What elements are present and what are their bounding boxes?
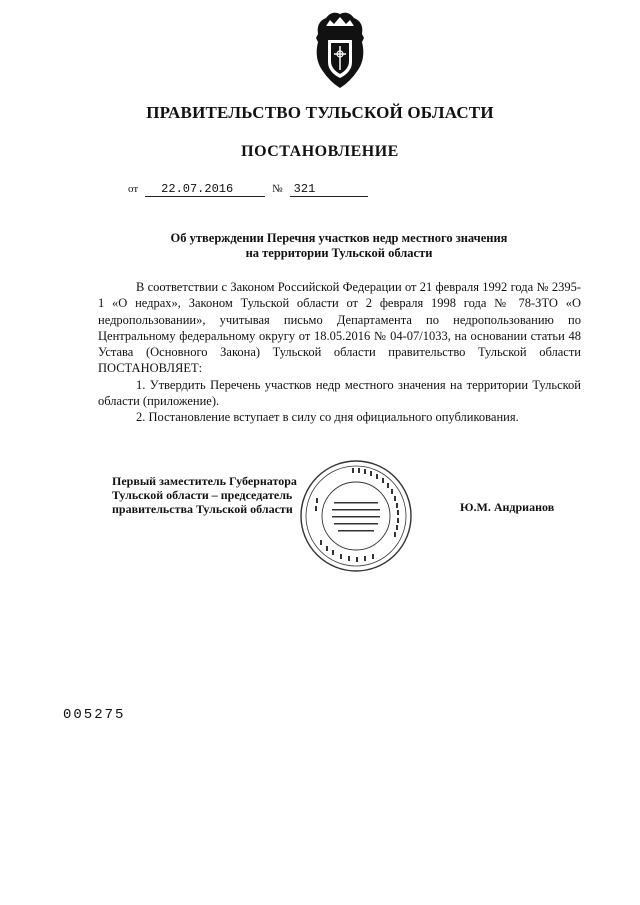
document-subject <box>0 231 640 261</box>
signatory-name: Ю.М. Андрианов <box>460 500 555 514</box>
signatory-title-line: правительства Тульской области <box>112 502 293 516</box>
signatory-title-line: Тульской области – председатель <box>112 488 293 502</box>
subject-line: на территории Тульской области <box>245 246 433 260</box>
organization-title: ПРАВИТЕЛЬСТВО ТУЛЬСКОЙ ОБЛАСТИ <box>146 103 494 122</box>
document-body <box>98 279 581 426</box>
body-paragraph: 1. Утвердить Перечень участков недр местного значения на территории Тульской области (приложение). <box>98 377 581 409</box>
serial-number: 005275 <box>63 707 126 723</box>
signatory-title-line: Первый заместитель Губернатора <box>112 474 297 488</box>
signatory-title <box>112 474 297 516</box>
official-stamp-icon <box>298 458 414 574</box>
number-label: № <box>272 183 283 195</box>
document-dateline <box>128 181 368 197</box>
subject-line: Об утверждении Перечня участков недр местного значения <box>170 231 508 245</box>
document-type: ПОСТАНОВЛЕНИЕ <box>241 143 399 160</box>
body-paragraph: В соответствии с Законом Российской Федерации от 21 февраля 1992 года № 2395-1 «О недрах», Законом Тульской области от 2 февраля 1998 года № 78-ЗТО «О недропользовании», учитывая письмо Департамента по недропользованию по Центральному федеральному округу от 18.05.2016 № 04-07/1033, на основании статьи 48 Устава (Основного Закона) Тульской области правительство Тульской области ПОСТАНОВЛЯЕТ: <box>98 280 581 376</box>
date-label: от <box>128 183 139 195</box>
coat-of-arms-icon <box>304 8 376 94</box>
body-paragraph: 2. Постановление вступает в силу со дня официального опубликования. <box>136 410 519 425</box>
document-number: 321 <box>290 182 368 197</box>
document-date: 22.07.2016 <box>145 182 265 197</box>
